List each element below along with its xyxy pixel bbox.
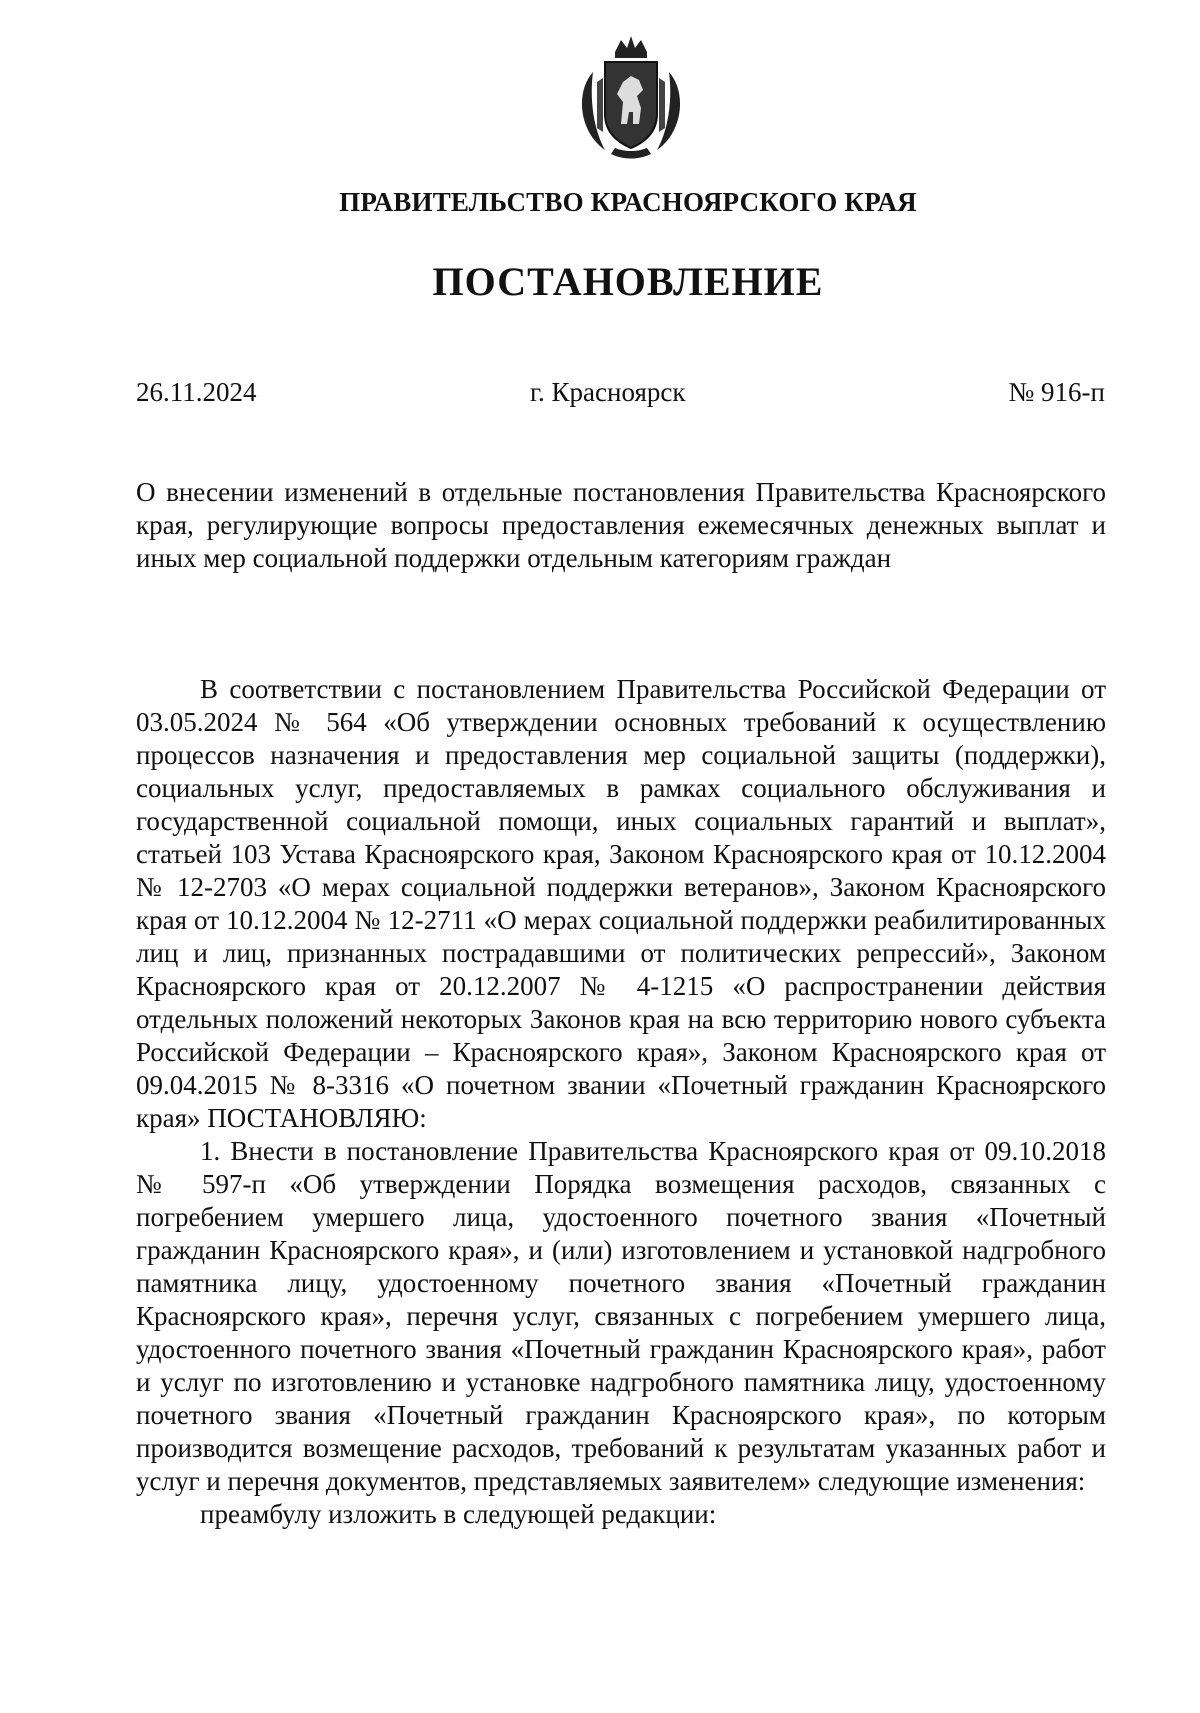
document-type-title: ПОСТАНОВЛЕНИЕ bbox=[432, 259, 824, 304]
document-city: г. Красноярск bbox=[530, 377, 686, 407]
organization-title: ПРАВИТЕЛЬСТВО КРАСНОЯРСКОГО КРАЯ bbox=[339, 187, 917, 217]
document-body bbox=[136, 673, 1106, 1531]
item-1-paragraph: 1. Внести в постановление Правительства Красноярского края от 09.10.2018 № 597-п «Об утверждении Порядка возмещения расходов, связанных с погребением умершего лица, удостоенного почетного звания «Почетный гражданин Красноярского края», и (или) изготовлением и установкой надгробного памятника лицу, удостоенному почетного звания «Почетный гражданин Красноярского края», перечня услуг, связанных с погребением умершего лица, удостоенного почетного звания «Почетный гражданин Красноярского края», работ и услуг по изготовлению и установке надгробного памятника лицу, удостоенному почетного звания «Почетный гражданин Красноярского края», по которым производится возмещение расходов, требований к результатам указанных работ и услуг и перечня документов, представляемых заявителем» следующие изменения: bbox=[136, 1136, 1106, 1496]
document-subject: О внесении изменений в отдельные постановления Правительства Красноярского края, регулирующие вопросы предоставления ежемесячных денежных выплат и иных мер социальной поддержки отдельным категориям граждан bbox=[136, 477, 1106, 573]
preamble-paragraph: В соответствии с постановлением Правительства Российской Федерации от 03.05.2024 № 564 «Об утверждении основных требований к осуществлению процессов назначения и предоставления мер социальной защиты (поддержки), социальных услуг, предоставляемых в рамках социального обслуживания и государственной социальной помощи, иных социальных гарантий и выплат», статьей 103 Устава Красноярского края, Законом Красноярского края от 10.12.2004 № 12-2703 «О мерах социальной поддержки ветеранов», Законом Красноярского края от 10.12.2004 № 12-2711 «О мерах социальной поддержки реабилитированных лиц и лиц, признанных пострадавшими от политических репрессий», Законом Красноярского края от 20.12.2007 № 4-1215 «О распространении действия отдельных положений некоторых Законов края на всю территорию нового субъекта Российской Федерации – Красноярского края», Законом Красноярского края от 09.04.2015 № 8-3316 «О почетном звании «Почетный гражданин Красноярского края» ПОСТАНОВЛЯЮ: bbox=[136, 674, 1106, 1133]
document-number: № 916-п bbox=[1008, 377, 1105, 407]
coat-of-arms-icon bbox=[571, 32, 691, 162]
item-1-subparagraph: преамбулу изложить в следующей редакции: bbox=[200, 1499, 717, 1529]
document-date: 26.11.2024 bbox=[136, 377, 257, 407]
